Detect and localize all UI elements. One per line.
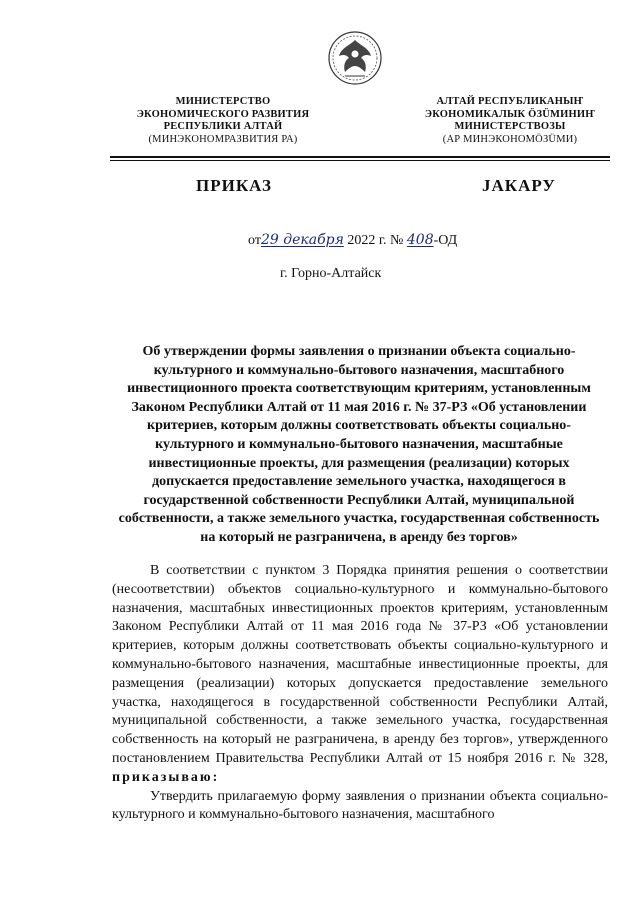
ministry-name-russian: [128, 96, 318, 146]
order-title-russian: ПРИКАЗ: [196, 176, 272, 195]
header-right-line4: (АР МИНЭКОНОМÖЗÜМИ): [442, 133, 578, 145]
city-name: г. Горно-Алтайск: [280, 266, 382, 281]
body-paragraph-2: Утвердить прилагаемую форму заявления о признании объекта социально-культурного и коммунально-бытового назначения, масштабного: [112, 788, 608, 823]
header-left-line2: ЭКОНОМИЧЕСКОГО РАЗВИТИЯ: [136, 108, 310, 120]
date-year: 2022 г. №: [343, 233, 407, 248]
header-right-line3: МИНИСТЕРСТВОЗЫ: [454, 121, 566, 132]
header-left-line1: МИНИСТЕРСТВО: [175, 96, 271, 107]
header-divider-thick: [110, 156, 610, 158]
handwritten-date: 29 декабря: [260, 232, 344, 248]
body-paragraph-1: [112, 562, 608, 788]
number-suffix: -ОД: [433, 233, 458, 248]
header-right-line1: АЛТАЙ РЕСПУБЛИКАНЫҤ: [436, 96, 584, 107]
ministry-name-altai: [410, 96, 610, 146]
header-right-line2: ЭКОНОМИКАЛЫК ÖЗÜМИНИҤ: [424, 108, 596, 120]
order-command: приказываю:: [112, 769, 220, 785]
header-left-line3: РЕСПУБЛИКИ АЛТАЙ: [163, 121, 283, 132]
order-date-number: [248, 232, 457, 249]
document-title: Об утверждении формы заявления о признании объекта социально-культурного и коммунально-бытового назначения, масштабного инвестиционного проекта соответствующим критериям, установленным Законом Республики Алтай от 11 мая 2016 г. № 37-РЗ «Об установлении критериев, которым должны соответствовать объекты социально-культурного и коммунально-бытового назначения, масштабные инвестиционные проекты, для размещения (реализации) которых допускается предоставление земельного участка, находящегося в государственной собственности Республики Алтай, муниципальной собственности, а также земельного участка, государственная собственность на который не разграничена, в аренду без торгов»: [118, 344, 600, 545]
document-body: [112, 562, 608, 825]
handwritten-number: 408: [406, 232, 434, 248]
order-title-altai: JАКАРУ: [482, 176, 556, 195]
header-divider-thin: [110, 160, 610, 161]
coat-of-arms-emblem-icon: [327, 30, 383, 86]
header-left-line4: (МИНЭКОНОМРАЗВИТИЯ РА): [148, 133, 298, 145]
body-paragraph-1-text: В соответствии с пунктом 3 Порядка принятия решения о соответствии (несоответствии) объектов социально-культурного и коммунально-бытового назначения, масштабных инвестиционных проектов критериям, установленным Законом Республики Алтай от 11 мая 2016 года № 37-РЗ «Об установлении критериев, которым должны соответствовать объекты социально-культурного и коммунально-бытового назначения, масштабные инвестиционные проекты, для размещения (реализации) которых допускается предоставление земельного участка, находящегося в государственной собственности Республики Алтай, муниципальной собственности, а также земельного участка, государственная собственность на который не разграничена, в аренду без торгов», утвержденного постановлением Правительства Республики Алтай от 15 ноября 2016 г. № 328,: [112, 563, 608, 766]
date-prefix: от: [248, 233, 261, 248]
